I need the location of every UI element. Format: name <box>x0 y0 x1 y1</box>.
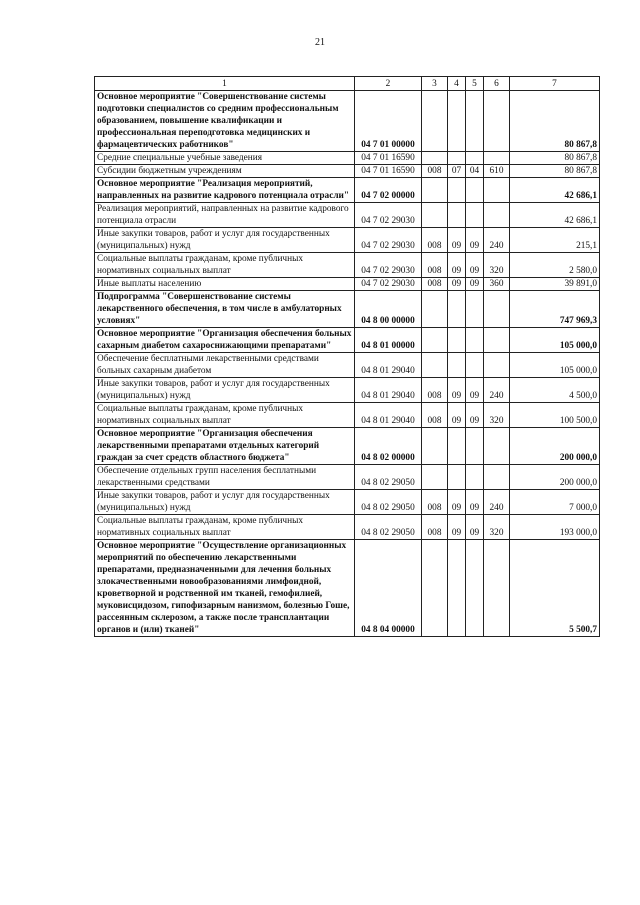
row-c4: 07 <box>448 165 466 178</box>
row-c5: 09 <box>466 378 484 403</box>
row-c6: 240 <box>484 228 510 253</box>
row-code: 04 7 01 00000 <box>355 91 422 152</box>
row-c3 <box>422 540 448 637</box>
row-name: Обеспечение отдельных групп населения бесплатными лекарственными средствами <box>95 465 355 490</box>
table-row <box>95 353 600 378</box>
row-code: 04 7 01 16590 <box>355 152 422 165</box>
row-c6 <box>484 178 510 203</box>
row-amount: 193 000,0 <box>510 515 600 540</box>
row-c3: 008 <box>422 253 448 278</box>
row-c6 <box>484 152 510 165</box>
row-c4: 09 <box>448 378 466 403</box>
table-row <box>95 152 600 165</box>
row-c6: 360 <box>484 278 510 291</box>
row-c4 <box>448 91 466 152</box>
row-c5: 09 <box>466 278 484 291</box>
row-code: 04 8 02 29050 <box>355 490 422 515</box>
row-c5 <box>466 178 484 203</box>
row-code: 04 8 02 29050 <box>355 515 422 540</box>
row-c3: 008 <box>422 278 448 291</box>
table-body <box>95 91 600 637</box>
row-amount: 215,1 <box>510 228 600 253</box>
row-name: Социальные выплаты гражданам, кроме публичных нормативных социальных выплат <box>95 515 355 540</box>
row-name: Реализация мероприятий, направленных на развитие кадрового потенциала отрасли <box>95 203 355 228</box>
row-amount: 105 000,0 <box>510 353 600 378</box>
header-col-1: 1 <box>95 77 355 91</box>
row-c6: 240 <box>484 490 510 515</box>
table-row <box>95 228 600 253</box>
row-amount: 5 500,7 <box>510 540 600 637</box>
row-c4: 09 <box>448 278 466 291</box>
row-c6 <box>484 540 510 637</box>
row-code: 04 7 01 16590 <box>355 165 422 178</box>
row-c6: 320 <box>484 515 510 540</box>
table-row <box>95 178 600 203</box>
row-c3 <box>422 353 448 378</box>
row-name: Подпрограмма "Совершенствование системы лекарственного обеспечения, в том числе в амбулаторных условиях" <box>95 291 355 328</box>
table-row <box>95 540 600 637</box>
row-name: Обеспечение бесплатными лекарственными средствами больных сахарным диабетом <box>95 353 355 378</box>
row-name: Иные закупки товаров, работ и услуг для государственных (муниципальных) нужд <box>95 228 355 253</box>
row-code: 04 7 02 29030 <box>355 253 422 278</box>
row-c3 <box>422 328 448 353</box>
header-col-5: 5 <box>466 77 484 91</box>
row-c5 <box>466 428 484 465</box>
table-row <box>95 203 600 228</box>
row-amount: 2 580,0 <box>510 253 600 278</box>
row-c3: 008 <box>422 490 448 515</box>
row-c5: 09 <box>466 253 484 278</box>
row-name: Социальные выплаты гражданам, кроме публичных нормативных социальных выплат <box>95 253 355 278</box>
row-code: 04 8 01 29040 <box>355 403 422 428</box>
row-c5: 09 <box>466 515 484 540</box>
row-amount: 747 969,3 <box>510 291 600 328</box>
row-amount: 80 867,8 <box>510 152 600 165</box>
row-name: Основное мероприятие "Осуществление организационных мероприятий по обеспечению лекарственными препаратами, предназначенными для лечения больных злокачественными новообразованиями лимфоидной, кроветворной и родственной им тканей, гемофилией, муковисцидозом, гипофизарным нанизмом, болезнью Гоше, рассеянным склерозом, а также после трансплантации органов и (или) тканей" <box>95 540 355 637</box>
budget-table <box>94 76 600 637</box>
row-c4: 09 <box>448 490 466 515</box>
table-row <box>95 490 600 515</box>
row-c6: 320 <box>484 403 510 428</box>
header-col-3: 3 <box>422 77 448 91</box>
row-c4: 09 <box>448 228 466 253</box>
row-c5 <box>466 465 484 490</box>
row-c6 <box>484 291 510 328</box>
table-row <box>95 515 600 540</box>
row-name: Социальные выплаты гражданам, кроме публичных нормативных социальных выплат <box>95 403 355 428</box>
row-code: 04 8 01 29040 <box>355 353 422 378</box>
row-amount: 200 000,0 <box>510 465 600 490</box>
table-row <box>95 291 600 328</box>
row-c4: 09 <box>448 515 466 540</box>
row-c6 <box>484 353 510 378</box>
row-amount: 4 500,0 <box>510 378 600 403</box>
table-row <box>95 378 600 403</box>
table-row <box>95 253 600 278</box>
row-c4 <box>448 328 466 353</box>
row-c3 <box>422 91 448 152</box>
header-col-6: 6 <box>484 77 510 91</box>
row-amount: 105 000,0 <box>510 328 600 353</box>
row-code: 04 8 02 29050 <box>355 465 422 490</box>
row-c6 <box>484 203 510 228</box>
row-c5 <box>466 353 484 378</box>
row-c3: 008 <box>422 515 448 540</box>
row-c5: 09 <box>466 490 484 515</box>
table-row <box>95 278 600 291</box>
row-c5: 09 <box>466 228 484 253</box>
row-c3: 008 <box>422 165 448 178</box>
row-amount: 200 000,0 <box>510 428 600 465</box>
row-name: Основное мероприятие "Организация обеспечения лекарственными препаратами отдельных категорий граждан за счет средств областного бюджета" <box>95 428 355 465</box>
row-c3: 008 <box>422 378 448 403</box>
row-amount: 100 500,0 <box>510 403 600 428</box>
table-row <box>95 465 600 490</box>
row-c3 <box>422 291 448 328</box>
row-c3: 008 <box>422 403 448 428</box>
row-name: Основное мероприятие "Организация обеспечения больных сахарным диабетом сахароснижающими препаратами" <box>95 328 355 353</box>
row-c3: 008 <box>422 228 448 253</box>
row-c4 <box>448 291 466 328</box>
row-c4 <box>448 152 466 165</box>
row-c3 <box>422 428 448 465</box>
row-name: Средние специальные учебные заведения <box>95 152 355 165</box>
row-c4 <box>448 178 466 203</box>
row-name: Основное мероприятие "Реализация мероприятий, направленных на развитие кадрового потенциала отрасли" <box>95 178 355 203</box>
row-amount: 42 686,1 <box>510 178 600 203</box>
row-c4 <box>448 428 466 465</box>
row-code: 04 8 01 00000 <box>355 328 422 353</box>
row-c5 <box>466 91 484 152</box>
table-row <box>95 165 600 178</box>
row-c3 <box>422 465 448 490</box>
row-c5 <box>466 203 484 228</box>
row-amount: 80 867,8 <box>510 91 600 152</box>
row-c6: 610 <box>484 165 510 178</box>
page-number: 21 <box>315 37 325 48</box>
table-row <box>95 91 600 152</box>
row-code: 04 7 02 00000 <box>355 178 422 203</box>
row-c5 <box>466 152 484 165</box>
row-c6: 240 <box>484 378 510 403</box>
row-c6 <box>484 91 510 152</box>
row-code: 04 8 01 29040 <box>355 378 422 403</box>
row-c6 <box>484 328 510 353</box>
row-c4: 09 <box>448 403 466 428</box>
row-code: 04 7 02 29030 <box>355 228 422 253</box>
row-c4 <box>448 540 466 637</box>
row-code: 04 7 02 29030 <box>355 278 422 291</box>
row-c3 <box>422 203 448 228</box>
row-c3 <box>422 152 448 165</box>
row-c6 <box>484 428 510 465</box>
row-c5: 09 <box>466 403 484 428</box>
row-c4: 09 <box>448 253 466 278</box>
row-code: 04 8 04 00000 <box>355 540 422 637</box>
table-row <box>95 328 600 353</box>
row-amount: 42 686,1 <box>510 203 600 228</box>
row-amount: 80 867,8 <box>510 165 600 178</box>
row-c4 <box>448 353 466 378</box>
row-c5 <box>466 328 484 353</box>
row-name: Основное мероприятие "Совершенствование системы подготовки специалистов со средним профессиональным образованием, повышение квалификации и профессиональная переподготовка медицинских и фармацевтических работников" <box>95 91 355 152</box>
row-c5: 04 <box>466 165 484 178</box>
row-name: Иные закупки товаров, работ и услуг для государственных (муниципальных) нужд <box>95 490 355 515</box>
row-c5 <box>466 291 484 328</box>
row-c6 <box>484 465 510 490</box>
row-amount: 7 000,0 <box>510 490 600 515</box>
row-c4 <box>448 465 466 490</box>
table-row <box>95 428 600 465</box>
row-name: Иные закупки товаров, работ и услуг для государственных (муниципальных) нужд <box>95 378 355 403</box>
row-c3 <box>422 178 448 203</box>
row-code: 04 8 02 00000 <box>355 428 422 465</box>
row-name: Субсидии бюджетным учреждениям <box>95 165 355 178</box>
row-c6: 320 <box>484 253 510 278</box>
row-c5 <box>466 540 484 637</box>
header-col-2: 2 <box>355 77 422 91</box>
row-code: 04 8 00 00000 <box>355 291 422 328</box>
header-col-7: 7 <box>510 77 600 91</box>
row-c4 <box>448 203 466 228</box>
row-code: 04 7 02 29030 <box>355 203 422 228</box>
row-amount: 39 891,0 <box>510 278 600 291</box>
header-row <box>95 77 600 91</box>
table-row <box>95 403 600 428</box>
header-col-4: 4 <box>448 77 466 91</box>
row-name: Иные выплаты населению <box>95 278 355 291</box>
